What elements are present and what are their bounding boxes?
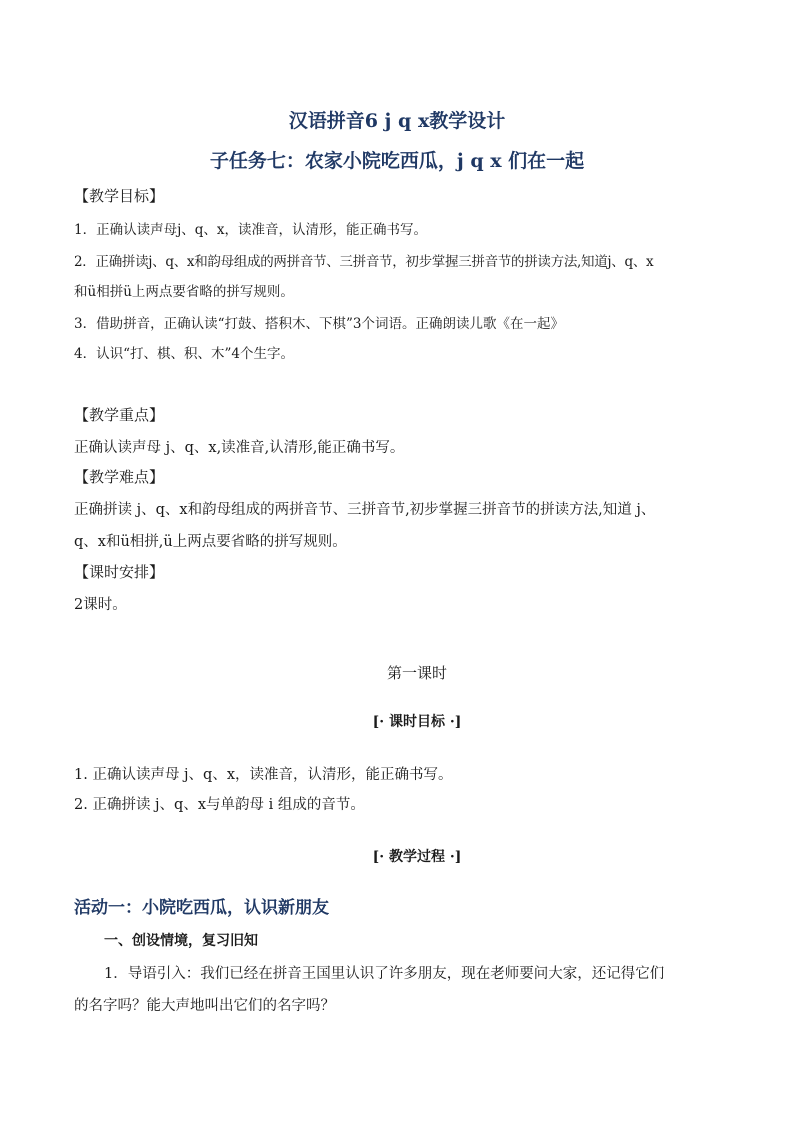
goal-item: 3．借助拼音，正确认读“打鼓、搭积木、下棋”3个词语。正确朗读儿歌《在一起》 — [74, 316, 564, 332]
objective-item: 2. 正确拼读 j、q、x与单韵母 i 组成的音节。 — [74, 797, 365, 813]
key-points-heading: 【教学重点】 — [74, 406, 165, 424]
objective-item: 1. 正确认读声母 j、q、x，读准音，认清形，能正确书写。 — [74, 767, 453, 783]
activity-title: 活动一：小院吃西瓜，认识新朋友 — [74, 898, 329, 918]
activity-section: 一、创设情境，复习旧知 — [104, 933, 258, 949]
goal-item: 1．正确认读声母j、q、x，读准音，认清形，能正确书写。 — [74, 222, 428, 238]
goal-item: 和ü相拼ü上两点要省略的拼写规则。 — [74, 284, 294, 300]
key-points-text: 正确认读声母 j、q、x,读准音,认清形,能正确书写。 — [74, 440, 405, 456]
process-label: [· 教学过程 ·] — [372, 849, 462, 865]
goal-item: 2．正确拼读j、q、x和韵母组成的两拼音节、三拼音节，初步掌握三拼音节的拼读方法,知道j、q、x — [74, 254, 654, 270]
schedule-heading: 【课时安排】 — [74, 563, 165, 581]
goals-heading: 【教学目标】 — [74, 187, 165, 205]
schedule-text: 2课时。 — [74, 597, 127, 613]
activity-line: 1．导语引入：我们已经在拼音王国里认识了许多朋友，现在老师要问大家，还记得它们 — [104, 966, 665, 982]
difficulties-heading: 【教学难点】 — [74, 468, 165, 486]
activity-line: 的名字吗？能大声地叫出它们的名字吗？ — [74, 998, 335, 1014]
difficulties-line: q、x和ü相拼,ü上两点要省略的拼写规则。 — [74, 534, 347, 550]
document-subtitle: 子任务七：农家小院吃西瓜，j q x 们在一起 — [209, 150, 585, 172]
document-title: 汉语拼音6 j q x教学设计 — [288, 110, 506, 132]
goal-item: 4．认识“打、棋、积、木”4个生字。 — [74, 346, 294, 362]
lesson-title: 第一课时 — [386, 664, 447, 682]
objectives-label: [· 课时目标 ·] — [372, 714, 462, 730]
difficulties-line: 正确拼读 j、q、x和韵母组成的两拼音节、三拼音节,初步掌握三拼音节的拼读方法,知道 j、 — [74, 502, 656, 518]
